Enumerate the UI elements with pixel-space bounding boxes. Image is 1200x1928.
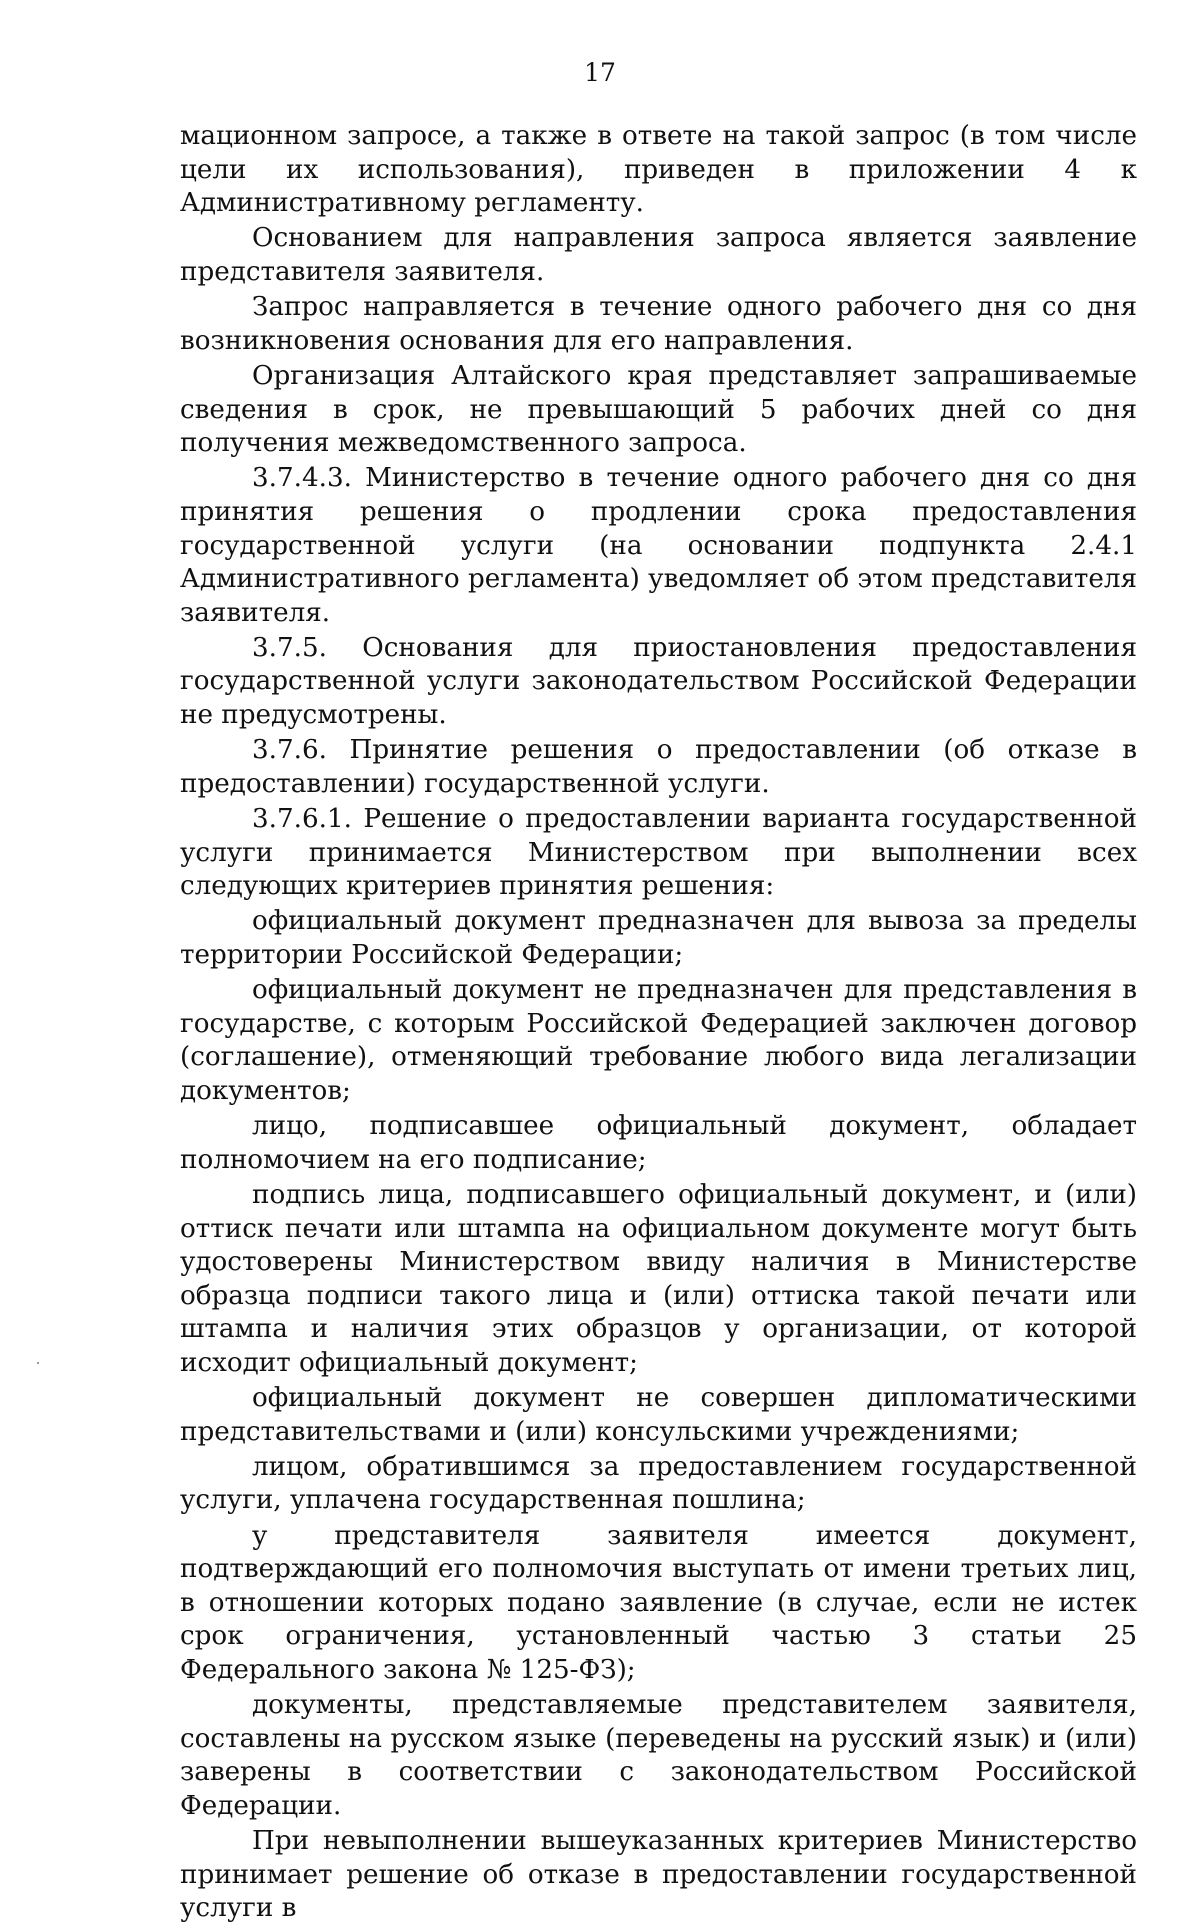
paragraph-3-7-4-3: 3.7.4.3. Министерство в течение одного рабочего дня со дня принятия решения о продлении срока предоставления государственной услуги (на основании подпункта 2.4.1 Административного регламента) уведомляет об этом представителя заявителя. bbox=[180, 463, 1137, 628]
criterion-fee-paid: лицом, обратившимся за предоставлением государственной услуги, уплачена государственная пошлина; bbox=[180, 1451, 1137, 1516]
criterion-signatory-authority: лицо, подписавшее официальный документ, обладает полномочием на его подписание; bbox=[180, 1111, 1137, 1175]
paragraph-3-7-6-1: 3.7.6.1. Решение о предоставлении варианта государственной услуги принимается Министерством при выполнении всех следующих критериев принятия решения: bbox=[180, 804, 1137, 902]
criterion-not-diplomatic: официальный документ не совершен дипломатическими представительствами и (или) консульскими учреждениями; bbox=[180, 1383, 1137, 1447]
paragraph-refusal: При невыполнении вышеуказанных критериев Министерство принимает решение об отказе в предоставлении государственной услуги в bbox=[180, 1826, 1137, 1924]
paragraph-3-7-5: 3.7.5. Основания для приостановления предоставления государственной услуги законодательством Российской Федерации не предусмотрены. bbox=[180, 632, 1137, 731]
criterion-no-legalization-agreement: официальный документ не предназначен для представления в государстве, с которым Российской Федерацией заключен договор (соглашение), отменяющий требование любого вида легализации документов; bbox=[180, 975, 1137, 1106]
paragraph-organization-response: Организация Алтайского края представляет запрашиваемые сведения в срок, не превышающий 5 рабочих дней со дня получения межведомственного запроса. bbox=[180, 360, 1137, 459]
criterion-export: официальный документ предназначен для вывоза за пределы территории Российской Федерации; bbox=[180, 906, 1137, 970]
paragraph-request-basis: Основанием для направления запроса является заявление представителя заявителя. bbox=[180, 223, 1137, 287]
criterion-representative-authority: у представителя заявителя имеется документ, подтверждающий его полномочия выступать от имени третьих лиц, в отношении которых подано заявление (в случае, если не истек срок ограничения, установленный частью 3 статьи 25 Федерального закона № 125-ФЗ); bbox=[180, 1520, 1137, 1686]
paragraph-continuation: мационном запросе, а также в ответе на такой запрос (в том числе цели их использования), приведен в приложении 4 к Административному регламенту. bbox=[180, 121, 1137, 219]
criterion-russian-language: документы, представляемые представителем заявителя, составлены на русском языке (переведены на русский язык) и (или) заверены в соответствии с законодательством Российской Федерации. bbox=[180, 1690, 1137, 1821]
document-body bbox=[180, 120, 1137, 1928]
page-number: 17 bbox=[584, 58, 616, 87]
paragraph-3-7-6: 3.7.6. Принятие решения о предоставлении (об отказе в предоставлении) государственной услуги. bbox=[180, 735, 1137, 799]
scan-speck bbox=[37, 1362, 39, 1364]
criterion-signature-samples: подпись лица, подписавшего официальный документ, и (или) оттиск печати или штампа на официальном документе могут быть удостоверены Министерством ввиду наличия в Министерстве образца подписи такого лица и (или) оттиска такой печати или штампа и наличия этих образцов у организации, от которой исходит официальный документ; bbox=[180, 1179, 1137, 1378]
paragraph-request-timing: Запрос направляется в течение одного рабочего дня со дня возникновения основания для его направления. bbox=[180, 292, 1137, 356]
